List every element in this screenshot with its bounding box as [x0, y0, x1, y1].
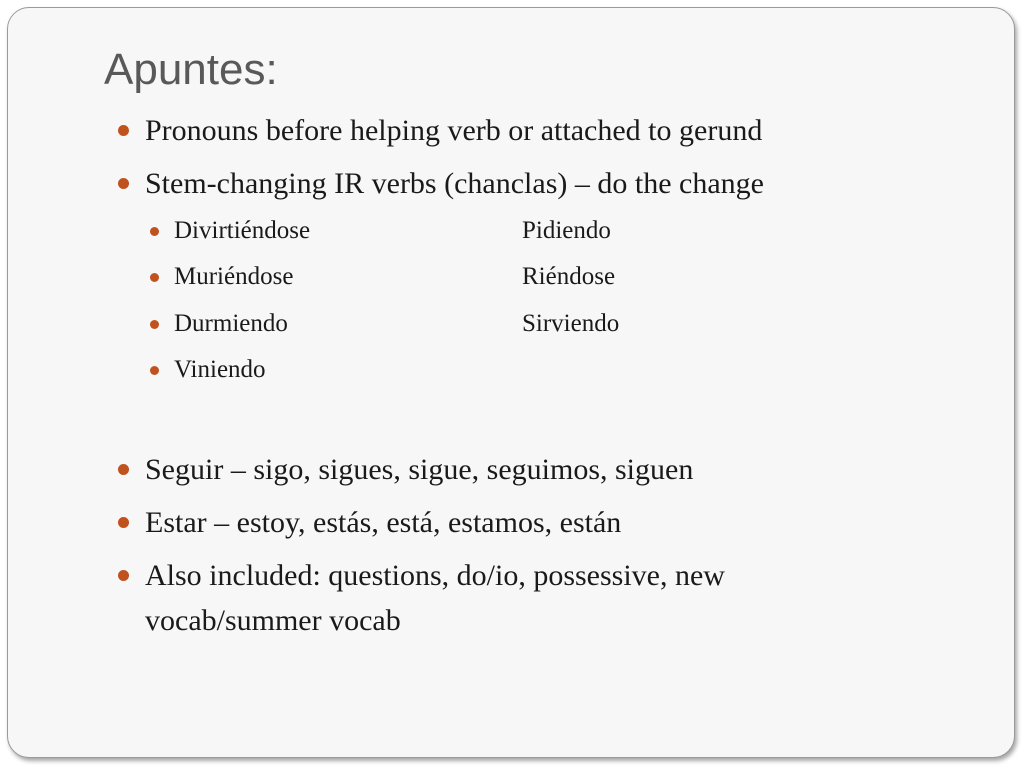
bullet-item [118, 447, 898, 492]
bullet-item [118, 161, 898, 206]
bullet-item [118, 108, 898, 153]
bullet-item [118, 500, 898, 545]
bullet-text: Stem-changing IR verbs (chanclas) – do the change [145, 167, 764, 200]
sub-bullet-right-text: Riéndose [522, 263, 616, 290]
sub-bullet-dot-icon [150, 227, 159, 236]
bullet-text: Seguir – sigo, sigues, sigue, seguimos, siguen [145, 453, 694, 486]
sub-bullet-dot-icon [150, 366, 159, 375]
sub-bullet-dot-icon [150, 273, 159, 282]
sub-bullet-right-text: Pidiendo [522, 217, 611, 244]
slide-title: Apuntes: [104, 45, 278, 94]
bullet-text: Pronouns before helping verb or attached to gerund [145, 114, 763, 147]
bullet-dot-icon [118, 464, 129, 475]
sub-bullet-right-text: Sirviendo [522, 310, 620, 337]
bullet-dot-icon [118, 570, 129, 581]
bullet-dot-icon [118, 517, 129, 528]
sub-bullet-left-text: Divirtiéndose [174, 217, 311, 244]
bullet-text: Estar – estoy, estás, está, estamos, están [145, 506, 622, 539]
bullet-item [118, 553, 818, 643]
bullet-dot-icon [118, 178, 129, 189]
bullet-text: Also included: questions, do/io, possessive, new vocab/summer vocab [145, 559, 725, 637]
sub-bullet-left-text: Viniendo [174, 356, 266, 383]
sub-bullet-left-text: Durmiendo [174, 310, 288, 337]
sub-bullet-left-text: Muriéndose [174, 263, 294, 290]
sub-bullet-dot-icon [150, 320, 159, 329]
bullet-dot-icon [118, 125, 129, 136]
